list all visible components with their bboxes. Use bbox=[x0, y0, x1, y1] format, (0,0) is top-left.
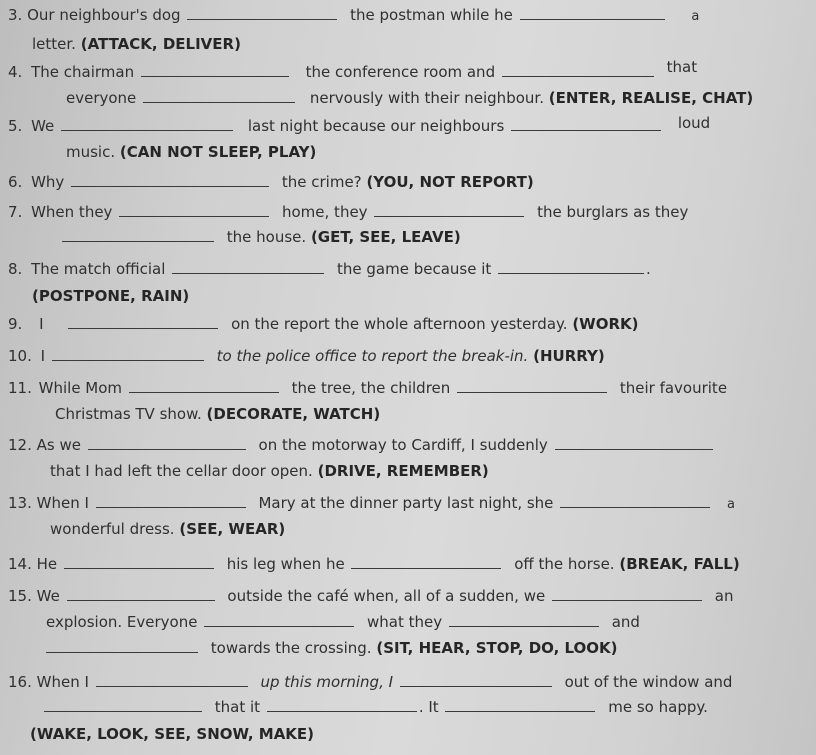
item-text: outside the café when, all of a sudden, we bbox=[227, 587, 546, 605]
answer-blank[interactable] bbox=[555, 448, 713, 450]
answer-blank[interactable] bbox=[511, 129, 661, 131]
item-text: out of the window and bbox=[564, 673, 733, 691]
item-number: 16. bbox=[8, 673, 32, 691]
verb-hint: (DECORATE, WATCH) bbox=[206, 405, 381, 423]
item-number: 6. bbox=[8, 173, 23, 191]
answer-blank[interactable] bbox=[172, 272, 324, 274]
item-text: . bbox=[646, 260, 651, 278]
verb-hint: (HURRY) bbox=[533, 347, 605, 365]
item-text: Mary at the dinner party last night, she bbox=[258, 494, 554, 512]
answer-blank[interactable] bbox=[204, 625, 354, 627]
item-text: Our neighbour's dog bbox=[27, 6, 181, 24]
item-text: what they bbox=[367, 613, 443, 631]
answer-blank[interactable] bbox=[351, 567, 501, 569]
answer-blank[interactable] bbox=[449, 625, 599, 627]
verb-hint: (WORK) bbox=[572, 315, 639, 333]
item-text: Christmas TV show. bbox=[55, 405, 202, 423]
item-number: 5. bbox=[8, 117, 23, 135]
item-number: 15. bbox=[8, 587, 32, 605]
answer-blank[interactable] bbox=[498, 272, 644, 274]
item-text: Why bbox=[31, 173, 65, 191]
item-number: 11. bbox=[8, 379, 32, 397]
item-text: music. bbox=[66, 143, 116, 161]
answer-blank[interactable] bbox=[129, 391, 279, 393]
verb-hint: (WAKE, LOOK, SEE, SNOW, MAKE) bbox=[30, 725, 315, 743]
answer-blank[interactable] bbox=[96, 685, 248, 687]
answer-blank[interactable] bbox=[52, 359, 204, 361]
answer-blank[interactable] bbox=[457, 391, 607, 393]
item-text: to the police office to report the break-in. bbox=[216, 347, 529, 365]
item-text: letter. bbox=[32, 35, 76, 53]
item-text: home, they bbox=[282, 203, 368, 221]
answer-blank[interactable] bbox=[71, 185, 269, 187]
item-number: 12. bbox=[8, 436, 32, 454]
item-text: me so happy. bbox=[608, 698, 708, 716]
item-7-line-1 bbox=[8, 202, 688, 222]
item-text: up this morning, I bbox=[260, 673, 394, 691]
item-6-line-1 bbox=[8, 172, 534, 192]
item-16-line-3 bbox=[30, 724, 314, 744]
answer-blank[interactable] bbox=[119, 215, 269, 217]
item-12-line-2 bbox=[50, 461, 489, 481]
answer-blank[interactable] bbox=[141, 75, 289, 77]
item-text: When I bbox=[36, 673, 89, 691]
item-number: 7. bbox=[8, 203, 23, 221]
item-text: The chairman bbox=[31, 63, 135, 81]
item-9-line-1 bbox=[8, 314, 639, 334]
answer-blank[interactable] bbox=[96, 506, 246, 508]
item-text: that I had left the cellar door open. bbox=[50, 462, 313, 480]
item-number: 9. bbox=[8, 315, 23, 333]
item-text: the conference room and bbox=[305, 63, 496, 81]
item-text: the game because it bbox=[336, 260, 492, 278]
item-number: 14. bbox=[8, 555, 32, 573]
item-text: on the report the whole afternoon yesterday. bbox=[231, 315, 568, 333]
item-text: loud bbox=[677, 114, 711, 132]
item-text: I bbox=[39, 315, 44, 333]
item-11-line-1 bbox=[8, 378, 727, 398]
item-text: . It bbox=[418, 698, 439, 716]
item-3-line-1 bbox=[8, 5, 699, 27]
item-text: nervously with their neighbour. bbox=[309, 89, 544, 107]
item-11-line-2 bbox=[55, 404, 380, 424]
item-text: When they bbox=[31, 203, 113, 221]
item-8-line-2 bbox=[32, 286, 189, 306]
item-text: towards the crossing. bbox=[210, 639, 372, 657]
answer-blank[interactable] bbox=[62, 240, 214, 242]
answer-blank[interactable] bbox=[502, 75, 654, 77]
item-5-line-1 bbox=[8, 116, 710, 136]
verb-hint: (ENTER, REALISE, CHAT) bbox=[548, 89, 754, 107]
item-text: on the motorway to Cardiff, I suddenly bbox=[258, 436, 548, 454]
item-text: the burglars as they bbox=[537, 203, 689, 221]
item-10-line-1 bbox=[8, 346, 605, 366]
item-4-line-1 bbox=[8, 58, 698, 82]
answer-blank[interactable] bbox=[374, 215, 524, 217]
item-8-line-1 bbox=[8, 259, 651, 279]
item-text: off the horse. bbox=[514, 555, 615, 573]
answer-blank[interactable] bbox=[44, 710, 202, 712]
item-number: 4. bbox=[8, 63, 23, 81]
verb-hint: (BREAK, FALL) bbox=[619, 555, 740, 573]
answer-blank[interactable] bbox=[552, 599, 702, 601]
item-number: 3. bbox=[8, 6, 23, 24]
item-number: 13. bbox=[8, 494, 32, 512]
item-text: a bbox=[726, 497, 735, 512]
answer-blank[interactable] bbox=[64, 567, 214, 569]
item-text: He bbox=[36, 555, 58, 573]
item-text: We bbox=[36, 587, 60, 605]
answer-blank[interactable] bbox=[61, 129, 233, 131]
item-text: explosion. Everyone bbox=[46, 613, 198, 631]
answer-blank[interactable] bbox=[46, 651, 198, 653]
item-text: I bbox=[40, 347, 46, 365]
item-12-line-1 bbox=[8, 435, 715, 455]
answer-blank[interactable] bbox=[445, 710, 595, 712]
item-15-line-1 bbox=[8, 586, 733, 606]
item-text: that it bbox=[214, 698, 261, 716]
item-number: 10. bbox=[8, 347, 32, 365]
answer-blank[interactable] bbox=[143, 101, 295, 103]
item-13-line-1 bbox=[8, 493, 735, 515]
item-text: an bbox=[714, 587, 734, 605]
item-3-line-2 bbox=[32, 34, 241, 54]
answer-blank[interactable] bbox=[400, 685, 552, 687]
item-text: that bbox=[666, 58, 698, 76]
item-13-line-2 bbox=[50, 519, 285, 539]
answer-blank[interactable] bbox=[68, 327, 218, 329]
verb-hint: (ATTACK, DELIVER) bbox=[80, 35, 241, 53]
item-text: the house. bbox=[226, 228, 307, 246]
verb-hint: (GET, SEE, LEAVE) bbox=[310, 228, 461, 246]
item-14-line-1 bbox=[8, 554, 740, 574]
item-text: the tree, the children bbox=[291, 379, 451, 397]
item-text: everyone bbox=[66, 89, 137, 107]
answer-blank[interactable] bbox=[88, 448, 246, 450]
answer-blank[interactable] bbox=[520, 18, 665, 20]
item-text: last night because our neighbours bbox=[247, 117, 505, 135]
item-5-line-2 bbox=[66, 142, 316, 162]
verb-hint: (POSTPONE, RAIN) bbox=[32, 287, 190, 305]
item-16-line-1 bbox=[8, 672, 732, 692]
verb-hint: (YOU, NOT REPORT) bbox=[366, 173, 534, 191]
item-text: his leg when he bbox=[226, 555, 345, 573]
verb-hint: (SEE, WEAR) bbox=[179, 520, 286, 538]
item-text: We bbox=[31, 117, 55, 135]
item-text: the crime? bbox=[281, 173, 362, 191]
item-16-line-2 bbox=[44, 697, 708, 717]
item-15-line-3 bbox=[46, 638, 618, 658]
item-4-line-2 bbox=[66, 88, 753, 108]
verb-hint: (CAN NOT SLEEP, PLAY) bbox=[119, 143, 317, 161]
item-text: the postman while he bbox=[350, 6, 513, 24]
answer-blank[interactable] bbox=[560, 506, 710, 508]
answer-blank[interactable] bbox=[67, 599, 215, 601]
item-text: and bbox=[611, 613, 640, 631]
item-number: 8. bbox=[8, 260, 23, 278]
item-text: As we bbox=[36, 436, 81, 454]
item-15-line-2 bbox=[46, 612, 640, 632]
item-text: When I bbox=[36, 494, 89, 512]
verb-hint: (DRIVE, REMEMBER) bbox=[317, 462, 489, 480]
item-7-line-2 bbox=[62, 227, 461, 247]
item-text: While Mom bbox=[38, 379, 123, 397]
item-text: The match official bbox=[31, 260, 166, 278]
answer-blank[interactable] bbox=[267, 710, 417, 712]
item-text: their favourite bbox=[619, 379, 728, 397]
verb-hint: (SIT, HEAR, STOP, DO, LOOK) bbox=[376, 639, 618, 657]
answer-blank[interactable] bbox=[187, 18, 337, 20]
item-text: wonderful dress. bbox=[50, 520, 175, 538]
item-text: a bbox=[691, 9, 700, 24]
